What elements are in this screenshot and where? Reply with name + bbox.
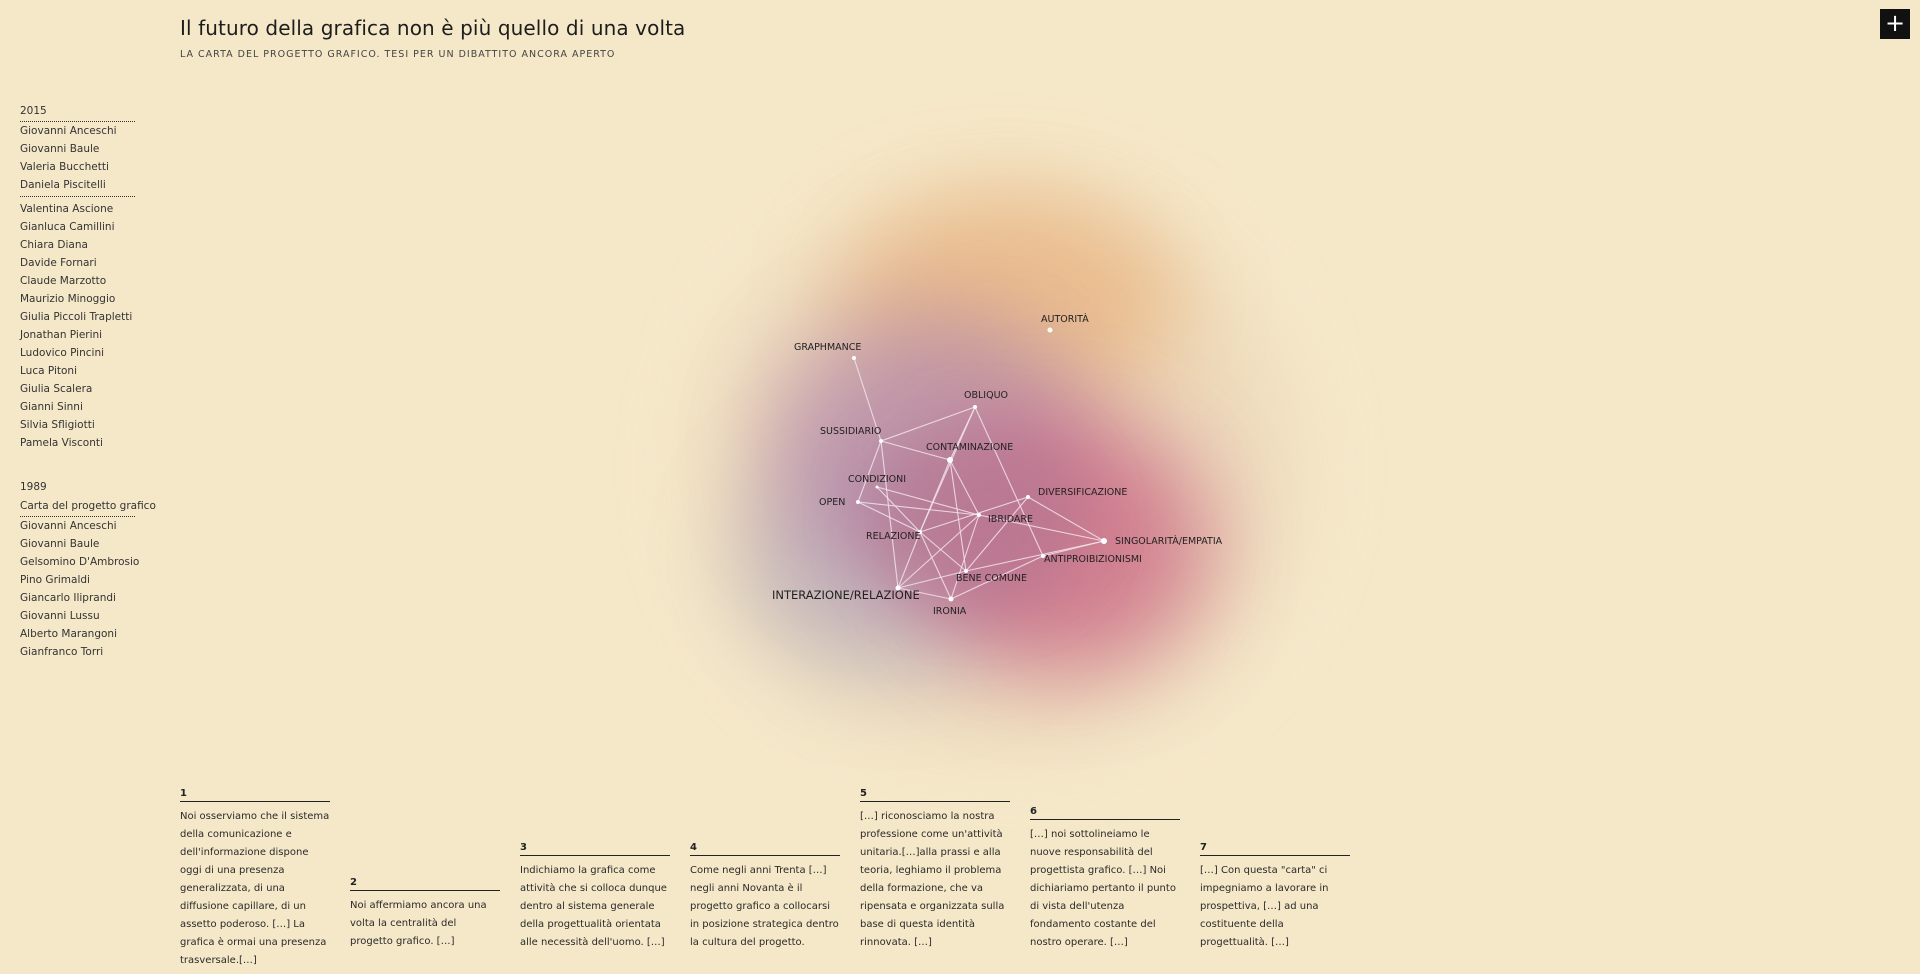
author-link[interactable]: Valeria Bucchetti [20,161,109,173]
node-antiproibizionismi[interactable] [1041,554,1142,565]
thesis-text: […] noi sottolineiamo le nuove responsabilità del progettista grafico. […] Noi dichiariamo pertanto il punto di vista dell'utenza fondamento costante del nostro operare. […] [1030,829,1176,948]
thesis-6[interactable] [1030,806,1180,952]
thesis-7[interactable] [1200,842,1350,952]
authors-2015-group-a [20,122,135,197]
thesis-text: Indichiamo la grafica come attività che si colloca dunque dentro al sistema generale della progettualità orientata alle necessità dell'uomo. […] [520,865,667,948]
thesis-number: 1 [180,788,330,802]
author-link[interactable]: Jonathan Pierini [20,329,103,341]
node-label: OPEN [819,497,846,508]
node-dot [879,439,883,443]
author-link[interactable]: Giulia Scalera [20,383,93,395]
node-dot [852,356,856,360]
thesis-4[interactable] [690,842,840,952]
node-label: SINGOLARITÀ/EMPATIA [1115,536,1223,547]
node-relazione[interactable] [866,530,922,542]
node-label: OBLIQUO [964,390,1008,401]
node-dot [1026,495,1030,499]
author-link[interactable]: Giovanni Baule [20,143,100,155]
author-link[interactable]: Pamela Visconti [20,437,103,449]
thesis-2[interactable] [350,877,500,951]
author-link[interactable]: Alberto Marangoni [20,628,117,640]
thesis-number: 4 [690,842,840,856]
node-dot [977,513,981,517]
node-label: IBRIDARE [988,514,1033,525]
authors-sidebar [20,102,160,661]
author-link[interactable]: Davide Fornari [20,257,97,269]
carta-heading[interactable]: Carta del progetto grafico [20,497,135,517]
author-link[interactable]: Gianfranco Torri [20,646,104,658]
thesis-5[interactable] [860,788,1010,952]
thesis-number: 3 [520,842,670,856]
author-link[interactable]: Silvia Sfligiotti [20,419,95,431]
node-dot [856,500,860,504]
thesis-number: 5 [860,788,1010,802]
author-link[interactable]: Giovanni Anceschi [20,125,117,137]
node-label: INTERAZIONE/RELAZIONE [772,588,920,602]
node-dot [1101,538,1107,544]
node-dot [876,486,879,489]
page-subtitle: LA CARTA DEL PROGETTO GRAFICO. TESI PER UN DIBATTITO ANCORA APERTO [180,49,616,60]
menu-plus-button[interactable]: + [1880,9,1910,39]
node-label: IRONIA [933,606,967,617]
node-label: CONTAMINAZIONE [926,442,1014,453]
thesis-3[interactable] [520,842,670,952]
author-link[interactable]: Gianni Sinni [20,401,83,413]
color-cloud [710,190,1290,740]
node-label: ANTIPROIBIZIONISMI [1044,554,1142,565]
author-link[interactable]: Luca Pitoni [20,365,77,377]
year-1989-heading: 1989 [20,481,47,493]
authors-2015-group-b [20,200,160,452]
page-title: Il futuro della grafica non è più quello di una volta [180,16,686,40]
thesis-text: […] riconosciamo la nostra professione come un'attività unitaria.[…]alla prassi e alla teoria, leghiamo il problema della formazione, che va ripensata e organizzata sulla base di questa identità rinnovata. […] [860,811,1005,948]
node-dot [949,597,954,602]
thesis-number: 7 [1200,842,1350,856]
author-link[interactable]: Chiara Diana [20,239,88,251]
author-link[interactable]: Maurizio Minoggio [20,293,116,305]
thesis-number: 2 [350,877,500,891]
node-dot [973,405,977,409]
author-link[interactable]: Giancarlo Iliprandi [20,592,116,604]
node-label: BENE COMUNE [956,573,1028,584]
author-link[interactable]: Giovanni Lussu [20,610,100,622]
node-label: AUTORITÀ [1041,314,1089,325]
author-link[interactable]: Claude Marzotto [20,275,107,287]
node-singolarita[interactable] [1101,535,1223,547]
author-link[interactable]: Giovanni Baule [20,538,100,550]
node-dot [1048,328,1053,333]
author-link[interactable]: Pino Grimaldi [20,574,90,586]
node-label: DIVERSIFICAZIONE [1038,487,1128,498]
author-link[interactable]: Daniela Piscitelli [20,179,106,191]
authors-1989-group [20,517,160,661]
node-label: SUSSIDIARIO [820,426,882,437]
node-dot [947,457,953,463]
author-link[interactable]: Giulia Piccoli Trapletti [20,311,133,323]
author-link[interactable]: Giovanni Anceschi [20,520,117,532]
node-label: RELAZIONE [866,531,921,542]
thesis-text: Noi affermiamo ancora una volta la centralità del progetto grafico. […] [350,900,487,947]
thesis-text: […] Con questa "carta" ci impegniamo a lavorare in prospettiva, […] ad una costituente della progettualità. […] [1200,865,1329,948]
node-label: CONDIZIONI [848,474,907,485]
thesis-number: 6 [1030,806,1180,820]
thesis-1[interactable] [180,788,330,970]
author-link[interactable]: Gelsomino D'Ambrosio [20,556,140,568]
thesis-text: Come negli anni Trenta […] negli anni Novanta è il progetto grafico a collocarsi in posizione strategica dentro la cultura del progetto. [690,865,839,948]
node-diversificazione[interactable] [1026,487,1127,499]
author-link[interactable]: Ludovico Pincini [20,347,105,359]
thesis-text: Noi osserviamo che il sistema della comunicazione e dell'informazione dispone oggi di una presenza generalizzata, di una diffusione capillare, di un assetto poderoso. […] La grafica è ormai una presenza trasversale.[…] [180,811,330,966]
node-interazione[interactable] [772,586,920,603]
author-link[interactable]: Valentina Ascione [20,203,114,215]
year-2015-heading: 2015 [20,102,135,122]
author-link[interactable]: Gianluca Camillini [20,221,115,233]
node-label: GRAPHMANCE [794,342,862,353]
